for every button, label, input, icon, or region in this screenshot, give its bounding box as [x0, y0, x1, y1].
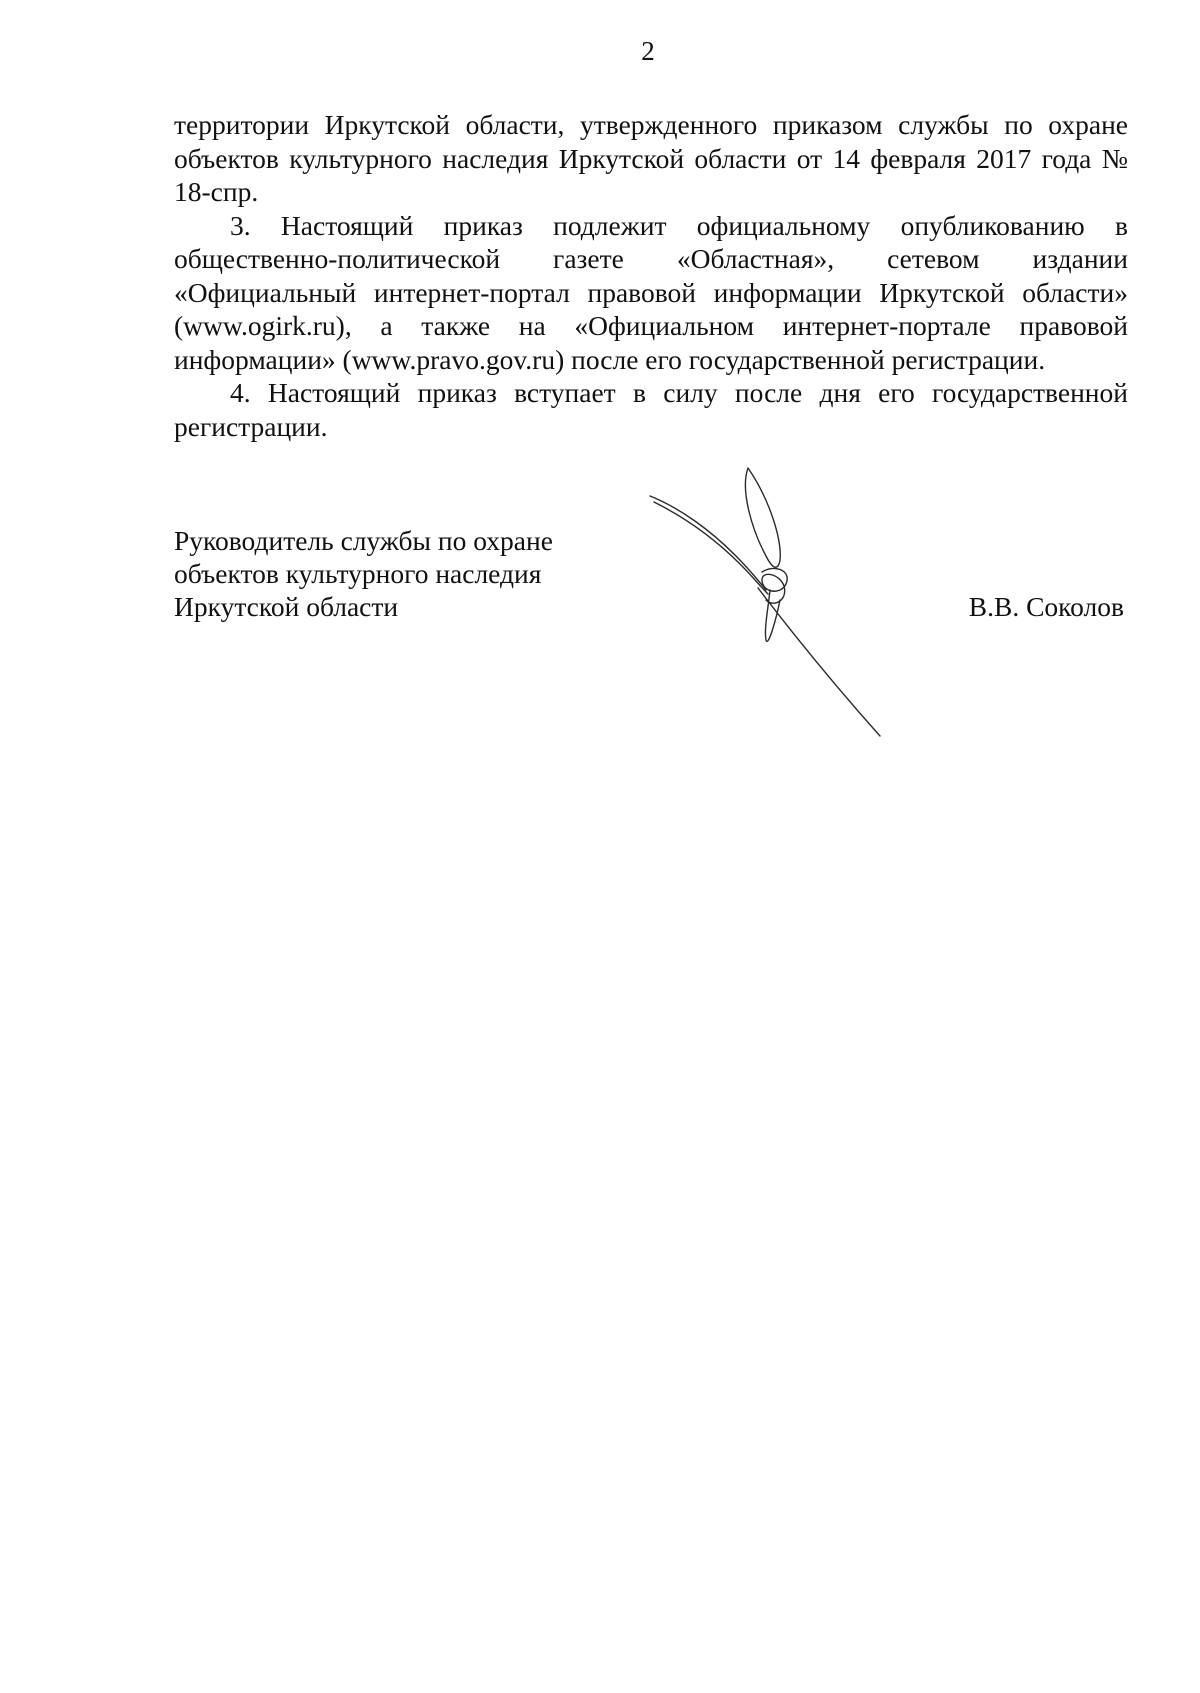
handwritten-signature [640, 460, 900, 740]
paragraph-3-publication: 3. Настоящий приказ подлежит официальному опубликованию в общественно-политической газете «Областная», сетевом издании «Официальный интернет-портал правовой информации Иркутской области» (www.ogirk.ru), а также на «Официальном интернет-портале правовой информации» (www.pravo.gov.ru) после его государственной регистрации. [174, 209, 1128, 375]
signer-position-line: Иркутской области [174, 591, 399, 622]
signer-position [174, 524, 553, 623]
paragraph-continuation: территории Иркутской области, утвержденного приказом службы по охране объектов культурного наследия Иркутской области от 14 февраля 2017 года № 18-спр. [174, 109, 1128, 207]
signer-position-line: объектов культурного наследия [174, 558, 542, 589]
signer-name: В.В. Соколов [968, 591, 1124, 622]
page-number: 2 [641, 36, 655, 66]
paragraph-4-effective-date: 4. Настоящий приказ вступает в силу после дня его государственной регистрации. [174, 377, 1128, 442]
signer-position-line: Руководитель службы по охране [174, 525, 553, 556]
document-body [174, 108, 1128, 443]
